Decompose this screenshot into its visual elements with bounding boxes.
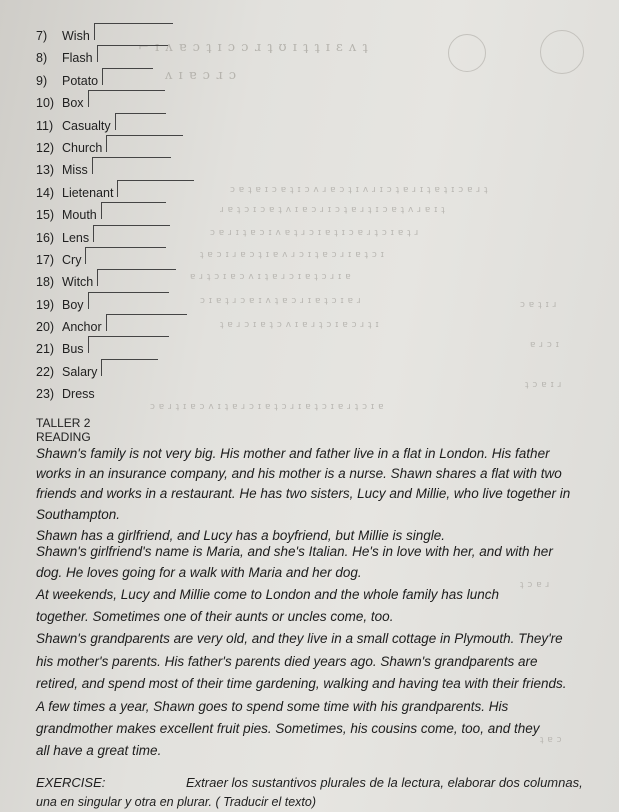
vocab-item (36, 201, 296, 222)
answer-box[interactable] (85, 247, 166, 264)
vocab-word: Flash (62, 51, 93, 66)
item-number: 10) (36, 96, 55, 111)
show-through-text: ⌐ ɪ ʌ ɐ ɔ ʇ ɪ ɔ ɔ ɹ ʇ ʊ ɪ ʇ ʇ ɪ ɛ ʌ ʇ (138, 40, 369, 55)
vocab-word: Anchor (62, 320, 102, 335)
show-through-text: ɐ ɹ ɔ ɪ (530, 340, 560, 350)
vocab-word: Miss (62, 163, 88, 178)
reading-line: works in an insurance company, and his mother is a nurse. Shawn shares a flat with two (36, 466, 562, 481)
answer-box[interactable] (115, 113, 166, 130)
vocab-word: Casualty (62, 118, 111, 133)
item-number: 23) (36, 387, 55, 402)
item-number: 8) (36, 51, 48, 66)
vocab-item (36, 246, 296, 267)
answer-box[interactable] (92, 157, 171, 174)
vocab-word: Lens (62, 230, 90, 245)
vocab-item (36, 179, 296, 200)
answer-box[interactable] (88, 292, 169, 309)
reading-line: retired, and spend most of their time gardening, walking and having tea with their friends. (36, 676, 567, 691)
item-number: 20) (36, 320, 55, 335)
reading-line: friends and works in a restaurant. He has two sisters, Lucy and Millie, who live together in (36, 486, 571, 501)
item-number: 11) (36, 118, 54, 133)
reading-line: Shawn has a girlfriend, and Lucy has a boyfriend, but Millie is single. (36, 528, 445, 543)
exercise (36, 775, 583, 790)
reading-line: his mother's parents. His father's parents died years ago. Shawn's grandparents are (36, 654, 538, 669)
answer-box[interactable] (97, 45, 168, 62)
vocab-word: Salary (62, 364, 98, 379)
show-through-seal (448, 34, 486, 72)
reading-line: Southampton. (36, 507, 121, 522)
vocab-item (36, 313, 296, 334)
show-through-text: ʇ ɐ ɹ ɔ ɪ ɐ ʇ ɔ ʌ ɪ ɐ ɹ ʇ ɔ ɪ ɐ ɔ ɹ ʇ ɪ (220, 320, 380, 330)
reading-line: dog. He loves going for a walk with Maria and her dog. (36, 565, 362, 580)
show-through-seal (540, 30, 584, 74)
show-through-text: ʌ ɪ ɐ ɔ ɹ ɔ (165, 68, 237, 83)
answer-box[interactable] (88, 336, 169, 353)
vocab-item (36, 44, 296, 65)
vocab-word: Mouth (62, 208, 97, 223)
show-through-text: ɹ ɐ ʇ ɔ ɪ ɔ ɐ ʇ ʌ ɪ ɐ ɔ ɹ ɪ ɔ ʇ ɐ ɹ ʇ ɪ ɔ ɐ ʇ ʌ ɹ ɐ ɪ ʇ (220, 205, 446, 215)
section-heading (36, 416, 91, 444)
show-through-text: ɔ ɐ ɹ ʇ ɪ ɐ ɔ ʌ ɪ ʇ ɐ ɹ ɔ ɪ ɐ ʇ ɔ ɹ ɪ ɐ ʇ ɔ ɪ ɐ ɹ ʇ ɔ ɪ ɐ (150, 402, 385, 412)
answer-box[interactable] (93, 225, 170, 242)
reading-line: A few times a year, Shawn goes to spend some time with his grandparents. His (36, 699, 509, 714)
item-number: 21) (36, 342, 55, 357)
vocab-item (36, 380, 296, 401)
vocab-item (36, 67, 296, 88)
show-through-text: ʇ ɔ ɐ ɪ ɹ (525, 380, 562, 390)
answer-box[interactable] (88, 90, 165, 107)
section-title: TALLER 2 (36, 416, 91, 430)
item-number: 13) (36, 163, 55, 178)
item-number: 15) (36, 208, 55, 223)
section-subtitle: READING (36, 430, 91, 444)
vocab-word: Boy (62, 297, 84, 312)
vocab-item (36, 22, 296, 43)
vocab-item (36, 358, 296, 379)
vocab-item (36, 89, 296, 110)
item-number: 19) (36, 297, 55, 312)
show-through-text: ɔ ɐ ɹ ɪ ʇ ɐ ɔ ɪ ʌ ɐ ʇ ɹ ɔ ɪ ɐ ʇ ɪ ɔ ɐ ɹ ʇ ɔ ɪ ɐ ʇ ɹ (210, 228, 419, 238)
reading-line: Shawn's grandparents are very old, and they live in a small cottage in Plymouth. They're (36, 631, 563, 646)
vocab-word: Wish (62, 29, 90, 43)
vocabulary-list (36, 22, 296, 403)
show-through-text: ɐ ɹ ʇ ɔ ɪ ɐ ɔ ʌ ɪ ʇ ɐ ɹ ɔ ɪ ɐ ʇ ɔ ɹ ɪ ɐ (190, 272, 352, 282)
vocab-item (36, 291, 296, 312)
exercise-instruction: Extraer los sustantivos plurales de la lectura, elaborar dos columnas, (186, 775, 583, 790)
item-number: 14) (36, 185, 55, 200)
item-number: 17) (36, 252, 55, 267)
show-through-text: ɔ ɐ ʇ ɪ ɹ (520, 300, 557, 310)
vocab-word: Cry (62, 252, 82, 267)
answer-box[interactable] (106, 314, 187, 331)
answer-box[interactable] (101, 202, 166, 219)
show-through-text: ʇ ɐ ɔ ɪ ɹ ɐ ɔ ʇ ɪ ɐ ʌ ɹ ɔ ɪ ʇ ɐ ɔ ɹ ɪ ɐ ʇ ɔ ɪ (200, 250, 385, 260)
vocab-item (36, 156, 296, 177)
answer-box[interactable] (97, 269, 176, 286)
reading-line: together. Sometimes one of their aunts or uncles come, too. (36, 609, 394, 624)
reading-line: grandmother makes excellent fruit pies. Sometimes, his cousins come, too, and they (36, 721, 540, 736)
item-number: 18) (36, 275, 55, 290)
item-number: 12) (36, 140, 55, 155)
answer-box[interactable] (101, 359, 158, 376)
vocab-word: Box (62, 96, 84, 111)
reading-line: At weekends, Lucy and Millie come to London and the whole family has lunch (36, 587, 500, 602)
show-through-text: ʇ ɔ ɐ ɹ (520, 580, 550, 590)
item-number: 16) (36, 230, 55, 245)
reading-passage (36, 446, 596, 765)
vocab-item (36, 224, 296, 245)
item-number: 22) (36, 364, 55, 379)
item-number: 9) (36, 73, 48, 88)
vocab-word: Dress (62, 387, 95, 402)
vocab-word: Witch (62, 275, 94, 290)
show-through-text: ɔ ɐ ʇ ɐ ɪ ɔ ɐ ʇ ɪ ɔ ʌ ɹ ɐ ɔ ʇ ɪ ʌ ɹ ɪ ɔ ʇ ɐ ɹ ɪ ʇ ɐ ʇ ɪ ɔ ɐ ɹ ʇ (230, 185, 488, 195)
vocab-word: Lietenant (62, 185, 114, 200)
answer-box[interactable] (102, 68, 153, 85)
vocab-item (36, 112, 296, 133)
answer-box[interactable] (106, 135, 183, 152)
vocab-item (36, 268, 296, 289)
vocab-word: Bus (62, 342, 84, 357)
vocab-item (36, 335, 296, 356)
answer-box[interactable] (94, 23, 173, 40)
item-number: 7) (36, 29, 48, 43)
show-through-text: ʇ ɐ ɔ (540, 735, 563, 745)
exercise-instruction-continued: una en singular y otra en plurar. ( Traducir el texto) (36, 795, 316, 809)
exercise-label: EXERCISE: (36, 775, 106, 790)
vocab-item (36, 134, 296, 155)
vocab-word: Potato (62, 73, 99, 88)
reading-line: Shawn's girlfriend's name is Maria, and she's Italian. He's in love with her, and with her (36, 544, 553, 559)
answer-box[interactable] (117, 180, 194, 197)
reading-line: all have a great time. (36, 743, 162, 758)
reading-line: Shawn's family is not very big. His mother and father live in a flat in London. His father (36, 446, 550, 461)
show-through-text: ɔ ɪ ɐ ʇ ɹ ɔ ɐ ɪ ʌ ʇ ɐ ɔ ɹ ɪ ɐ ʇ ɔ ɪ ɐ ɹ (200, 296, 362, 306)
vocab-word: Church (62, 140, 103, 155)
